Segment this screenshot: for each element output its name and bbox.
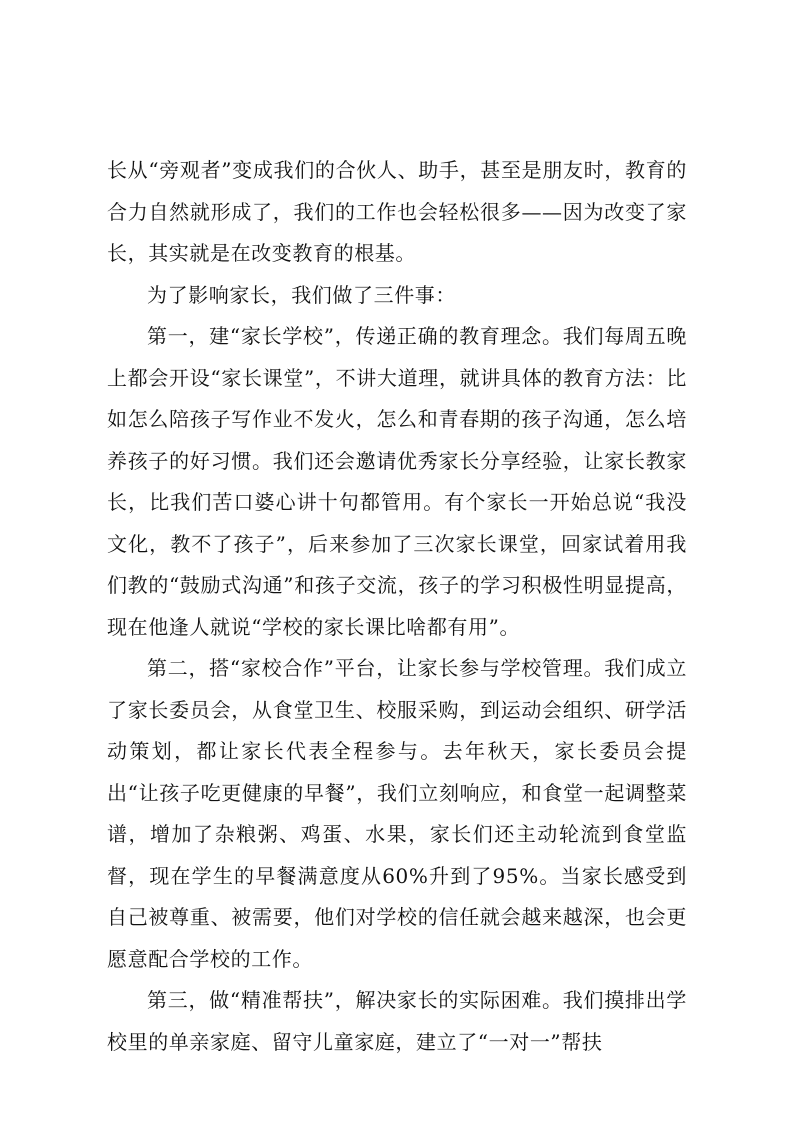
paragraph-continuation: 长从“旁观者”变成我们的合伙人、助手，甚至是朋友时，教育的合力自然就形成了，我们的工作也会轻松很多——因为改变了家长，其实就是在改变教育的根基。 xyxy=(107,158,687,265)
paragraph-second-point: 第二，搭“家校合作”平台，让家长参与学校管理。我们成立了家长委员会，从食堂卫生、校服采购，到运动会组织、研学活动策划，都让家长代表全程参与。去年秋天，家长委员会提出“让孩子吃更健康的早餐”，我们立刻响应，和食堂一起调整菜谱，增加了杂粮粥、鸡蛋、水果，家长们还主动轮流到食堂监督，现在学生的早餐满意度从60%升到了95%。当家长感受到自己被尊重、被需要，他们对学校的信任就会越来越深，也会更愿意配合学校的工作。 xyxy=(107,656,687,971)
paragraph-first-point: 第一，建“家长学校”，传递正确的教育理念。我们每周五晚上都会开设“家长课堂”，不讲大道理，就讲具体的教育方法：比如怎么陪孩子写作业不发火，怎么和青春期的孩子沟通，怎么培养孩子的好习惯。我们还会邀请优秀家长分享经验，让家长教家长，比我们苦口婆心讲十句都管用。有个家长一开始总说“我没文化，教不了孩子”，后来参加了三次家长课堂，回家试着用我们教的“鼓励式沟通”和孩子交流，孩子的学习积极性明显提高，现在他逢人就说“学校的家长课比啥都有用”。 xyxy=(107,324,687,639)
document-body xyxy=(107,150,687,1063)
paragraph-third-point: 第三，做“精准帮扶”，解决家长的实际困难。我们摸排出学校里的单亲家庭、留守儿童家庭，建立了“一对一”帮扶 xyxy=(107,988,687,1054)
paragraph-intro: 为了影响家长，我们做了三件事： xyxy=(147,282,456,307)
